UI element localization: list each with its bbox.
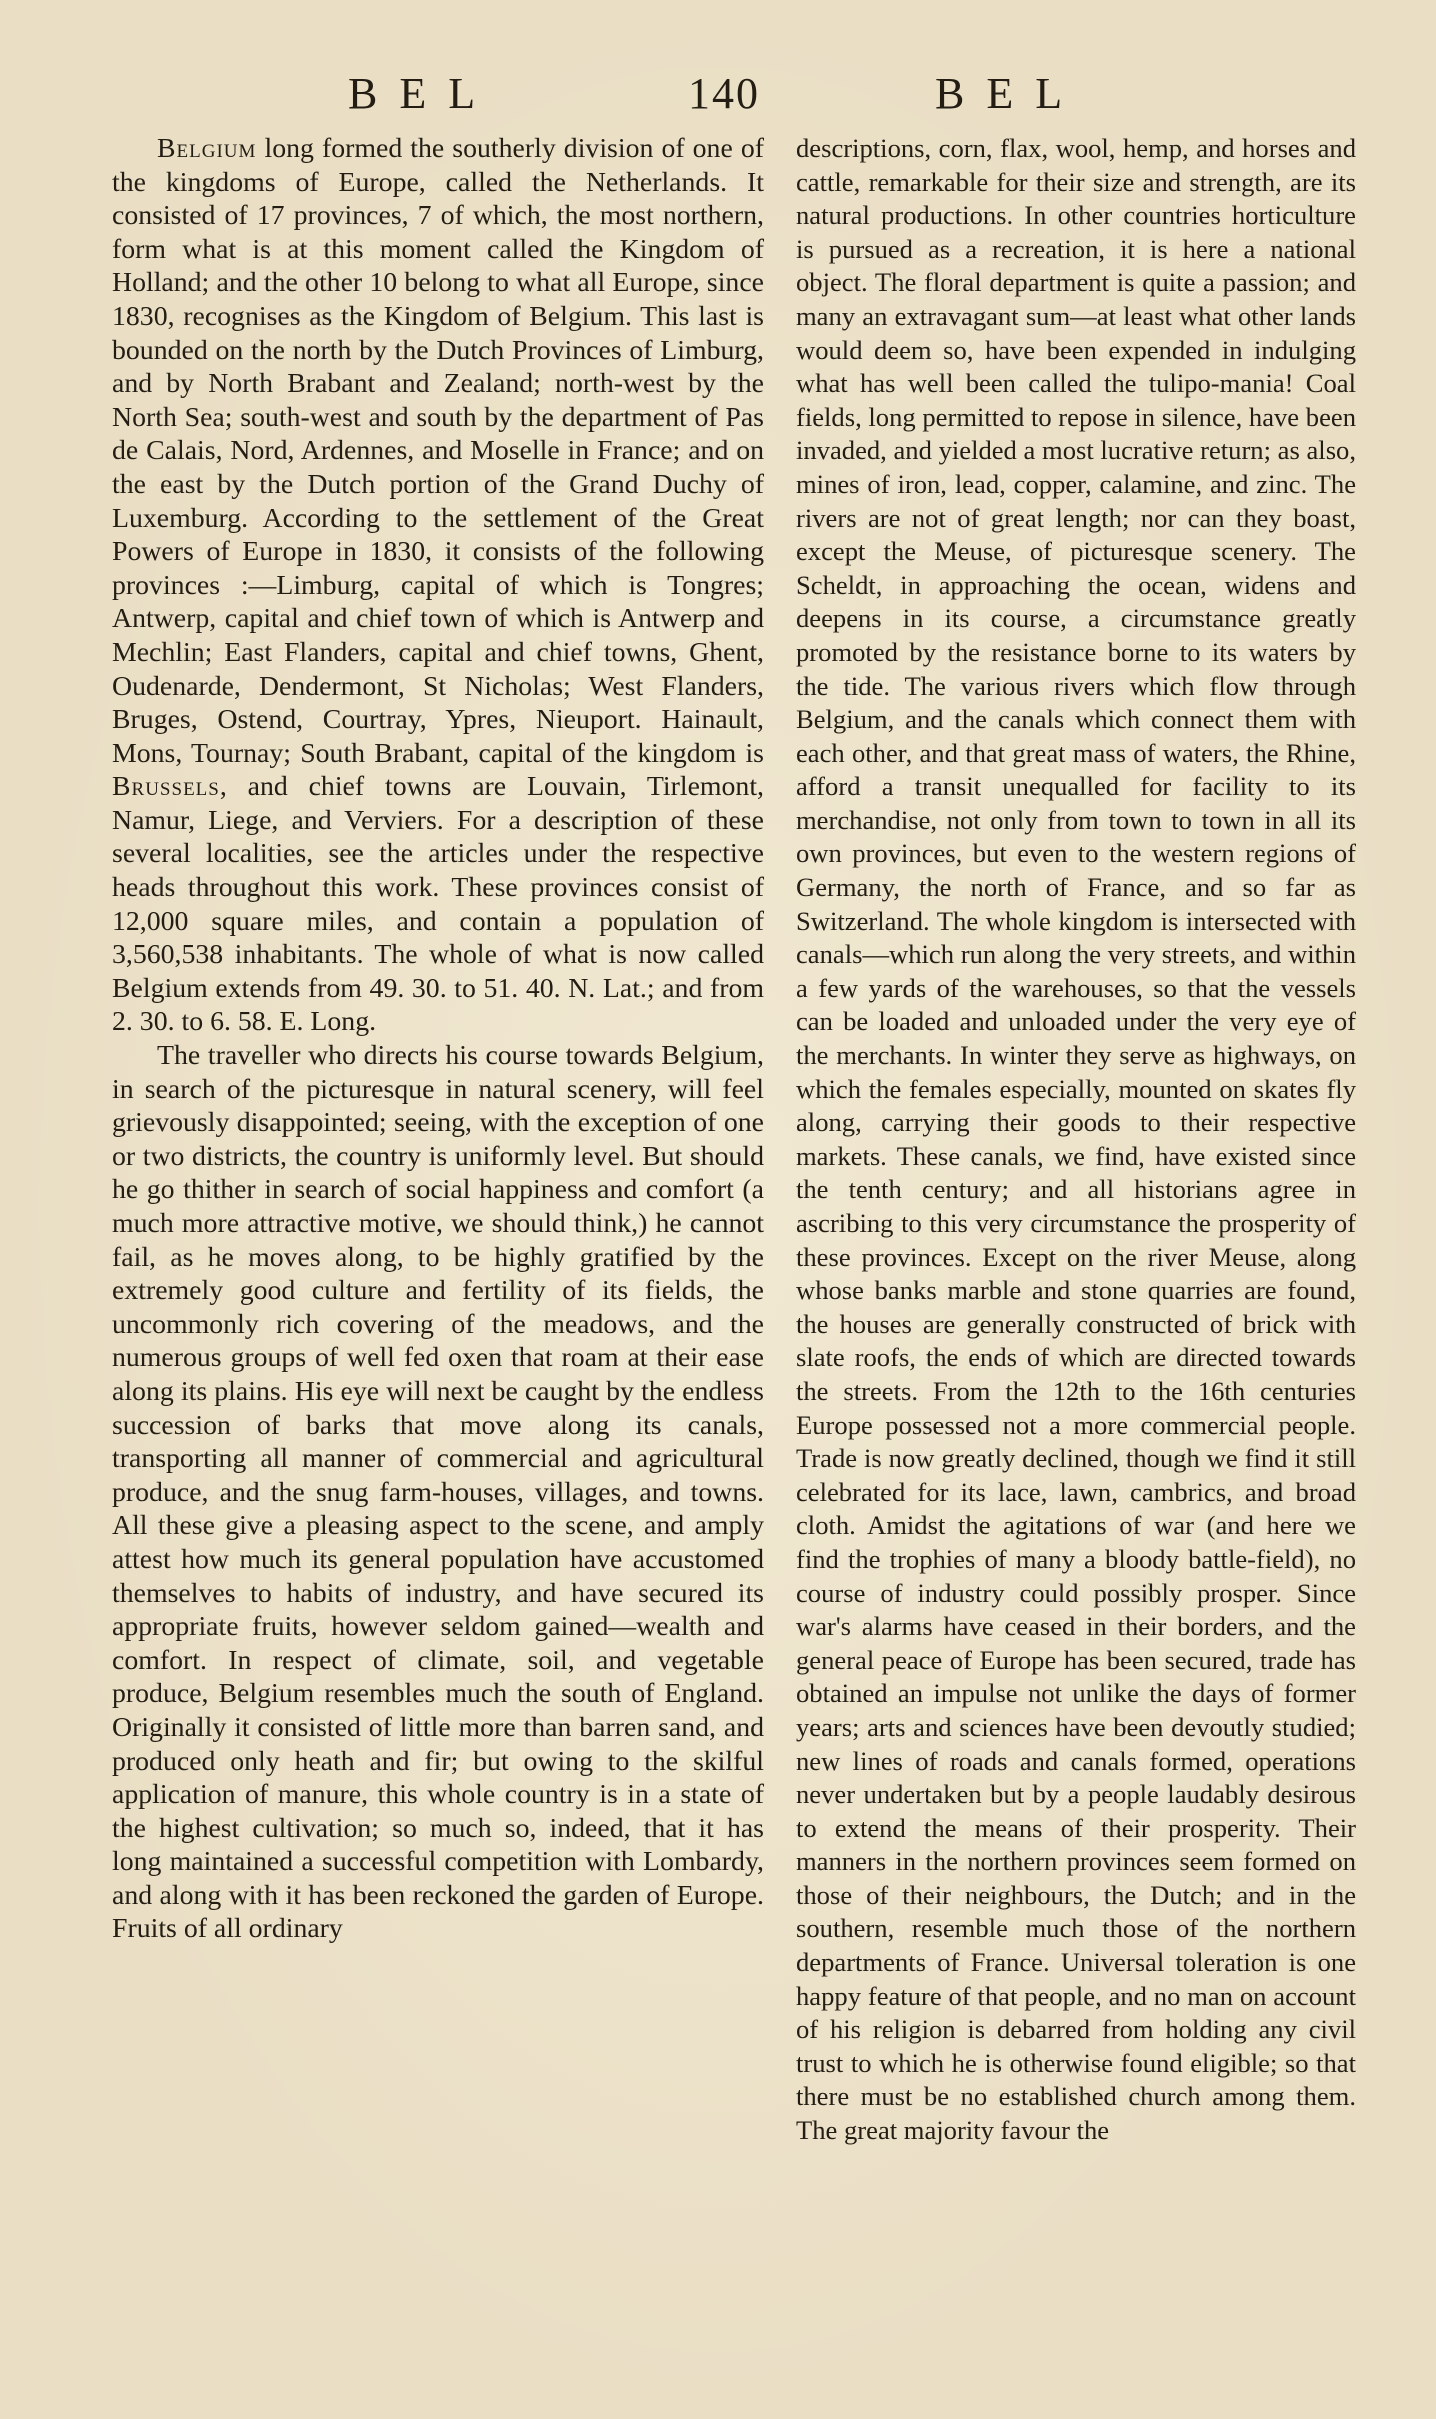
paragraph-text: , and chief towns are Louvain, Tirlemont, Namur, Liege, and Verviers. For a description of these several localities, see the articles under the respective heads throughout this work. These provinces consist of 12,000 square miles, and contain a population of 3,560,538 inhabitants. The whole of what is now called Belgium extends from 49. 30. to 51. 40. N. Lat.; and from 2. 30. to 6. 58. E. Long. <box>112 771 764 1038</box>
paragraph-text: long formed the southerly division of one of the kingdoms of Europe, called the Netherlands. It consisted of 17 provinces, 7 of which, the most northern, form what is at this moment called the Kingdom of Holland; and the other 10 belong to what all Europe, since 1830, recognises as the Kingdom of Belgium. This last is bounded on the north by the Dutch Provinces of Limburg, and by North Brabant and Zealand; north-west by the North Sea; south-west and south by the department of Pas de Calais, Nord, Ardennes, and Moselle in France; and on the east by the Dutch portion of the Grand Duchy of Luxemburg. According to the settlement of the Great Powers of Europe in 1830, it consists of the following provinces :—Limburg, capital of which is Tongres; Antwerp, capital and chief town of which is Antwerp and Mechlin; East Flanders, capital and chief towns, Ghent, Oudenarde, Dendermont, St Nicholas; West Flanders, Bruges, Ostend, Courtray, Ypres, Nieuport. Hainault, Mons, Tournay; South Brabant, capital of the kingdom is <box>112 133 764 769</box>
running-header <box>0 64 1436 124</box>
left-text-column <box>112 132 764 1946</box>
paragraph-traveller: The traveller who directs his course towards Belgium, in search of the picturesque in natural scenery, will feel grievously disappointed; seeing, with the exception of one or two districts, the country is uniformly level. But should he go thither in search of social happiness and comfort (a much more attractive motive, we should think,) he cannot fail, as he moves along, to be highly gratified by the extremely good culture and fertility of its fields, the uncommonly rich covering of the meadows, and the numerous groups of well fed oxen that roam at their ease along its plains. His eye will next be caught by the endless succession of barks that move along its canals, transporting all manner of commercial and agricultural produce, and the snug farm-houses, villages, and towns. All these give a pleasing aspect to the scene, and amply attest how much its general population have accustomed themselves to habits of industry, and have secured its appropriate fruits, however seldom gained—wealth and comfort. In respect of climate, soil, and vegetable produce, Belgium resembles much the south of England. Originally it consisted of little more than barren sand, and produced only heath and fir; but owing to the skilful application of manure, this whole country is in a state of the highest cultivation; so much so, indeed, that it has long maintained a successful competition with Lombardy, and along with it has been reckoned the garden of Europe. Fruits of all ordinary <box>112 1040 764 1945</box>
header-left-keyword: BEL <box>348 69 498 118</box>
header-right-keyword: BEL <box>935 69 1085 118</box>
page-number: 140 <box>688 69 760 118</box>
paragraph-belgium-intro <box>112 132 764 1039</box>
right-text-column <box>796 132 1356 2148</box>
entry-headword: Belgium <box>157 133 257 164</box>
brussels-small-caps: Brussels <box>112 771 220 803</box>
paragraph-continued: descriptions, corn, flax, wool, hemp, and horses and cattle, remarkable for their size and strength, are its natural productions. In other countries horticulture is pursued as a recreation, it is here a national object. The floral department is quite a passion; and many an extravagant sum—at least what other lands would deem so, have been expended in indulging what has well been called the tulipo-mania! Coal fields, long permitted to repose in silence, have been invaded, and yielded a most lucrative return; as also, mines of iron, lead, copper, calamine, and zinc. The rivers are not of great length; nor can they boast, except the Meuse, of picturesque scenery. The Scheldt, in approaching the ocean, widens and deepens in its course, a circumstance greatly promoted by the resistance borne to its waters by the tide. The various rivers which flow through Belgium, and the canals which connect them with each other, and that great mass of waters, the Rhine, afford a transit unequalled for facility to its merchandise, not only from town to town in all its own provinces, but even to the western regions of Germany, the north of France, and so far as Switzerland. The whole kingdom is intersected with canals—which run along the very streets, and within a few yards of the warehouses, so that the vessels can be loaded and unloaded under the very eye of the merchants. In winter they serve as highways, on which the females especially, mounted on skates fly along, carrying their goods to their respective markets. These canals, we find, have existed since the tenth century; and all historians agree in ascribing to this very circumstance the prosperity of these provinces. Except on the river Meuse, along whose banks marble and stone quarries are found, the houses are generally constructed of brick with slate roofs, the ends of which are directed towards the streets. From the 12th to the 16th centuries Europe possessed not a more commercial people. Trade is now greatly declined, though we find it still celebrated for its lace, lawn, cambrics, and broad cloth. Amidst the agitations of war (and here we find the trophies of many a bloody battle-field), no course of industry could possibly prosper. Since war's alarms have ceased in their borders, and the general peace of Europe has been secured, trade has obtained an impulse not unlike the days of former years; arts and sciences have been devoutly studied; new lines of roads and canals formed, operations never undertaken but by a people laudably desirous to extend the means of their prosperity. Their manners in the northern provinces seem formed on those of their neighbours, the Dutch; and in the southern, resemble much those of the northern departments of France. Universal toleration is one happy feature of that people, and no man on account of his religion is debarred from holding any civil trust to which he is otherwise found eligible; so that there must be no established church among them. The great majority favour the <box>796 133 1356 2146</box>
